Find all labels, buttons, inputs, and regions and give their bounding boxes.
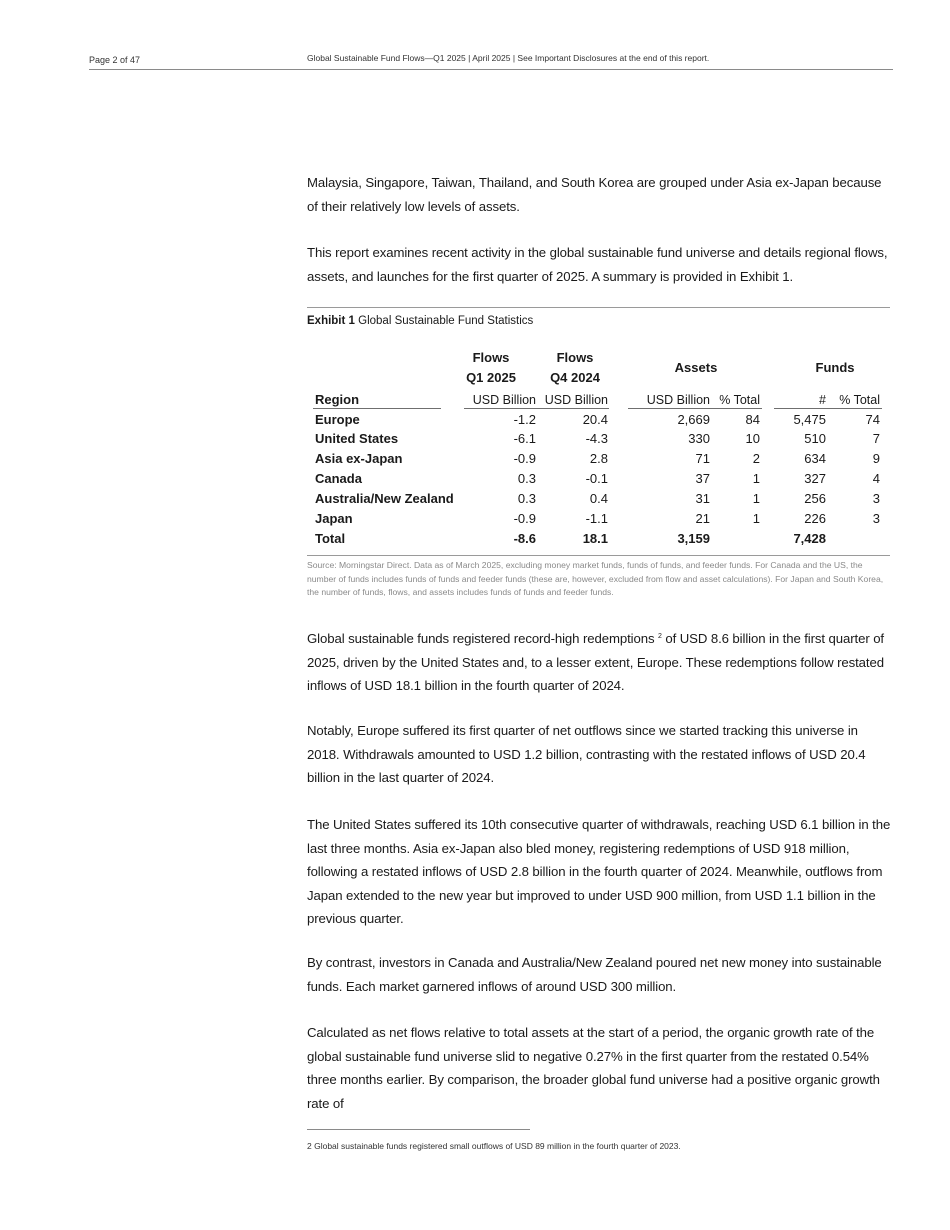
total-funds: 7,428 [793, 531, 826, 546]
assets-underline [628, 408, 762, 409]
paragraph-global-redemptions-part1: Global sustainable funds registered record-high redemptions [307, 631, 658, 646]
paragraph-organic-growth: Calculated as net flows relative to total assets at the start of a period, the organic growth rate of the global sustainable fund universe slid to negative 0.27% in the first quarter from the restated 0.54% three months earlier. By comparison, the broader global fund universe had a positive organic growth rate of [307, 1025, 880, 1111]
cell-funds-pct: 3 [872, 511, 880, 526]
col-header-flows-q4-line2: Q4 2024 [550, 370, 600, 385]
cell-assets: 21 [695, 511, 710, 526]
paragraph-europe: Notably, Europe suffered its first quarter of net outflows since we started tracking this universe in 2018. Withdrawals amounted to USD 1.2 billion, contrasting with the restated inflows of USD 20.4 billion in the last quarter of 2024. [307, 723, 866, 785]
cell-funds: 327 [804, 471, 826, 486]
unit-funds-pct: % Total [839, 393, 880, 407]
paragraph-intro-1: Malaysia, Singapore, Taiwan, Thailand, and South Korea are grouped under Asia ex-Japan because of their relatively low levels of assets. [307, 175, 882, 214]
unit-assets-usd: USD Billion [646, 393, 710, 407]
page-number: Page 2 of 47 [89, 55, 141, 65]
region-underline [313, 408, 441, 409]
cell-funds: 5,475 [793, 412, 826, 427]
exhibit-bottom-divider [307, 555, 890, 556]
paragraph-united-states: The United States suffered its 10th consecutive quarter of withdrawals, reaching USD 6.1 billion in the last three months. Asia ex-Japan also bled money, registering redemptions of USD 918 million, following a restated inflows of USD 2.8 billion in the fourth quarter of 2024. Meanwhile, outflows from Japan extended to the new year but improved to under USD 900 million, from USD 1.1 billion in the previous quarter. [307, 817, 891, 926]
exhibit-top-divider [307, 307, 890, 308]
exhibit-title: Global Sustainable Fund Statistics [354, 315, 534, 327]
cell-assets-pct: 2 [752, 451, 760, 466]
footnote: 2 Global sustainable funds registered small outflows of USD 89 million in the fourth quarter of 2023. [307, 1141, 681, 1151]
cell-flows-q4: -0.1 [585, 471, 608, 486]
cell-flows-q4: -4.3 [585, 431, 608, 446]
cell-flows-q1: -1.2 [513, 412, 536, 427]
report-header-title: Global Sustainable Fund Flows—Q1 2025 | April 2025 | See Important Disclosures at the end of this report. [307, 53, 710, 63]
footnote-reference[interactable]: 2 [658, 633, 662, 640]
col-header-region: Region [315, 392, 360, 407]
footnote-divider [307, 1129, 530, 1130]
col-header-flows-q1 [466, 348, 516, 388]
cell-assets: 71 [695, 451, 710, 466]
cell-funds: 256 [804, 491, 826, 506]
cell-flows-q4: -1.1 [585, 511, 608, 526]
col-header-flows-q4-line1: Flows [556, 350, 594, 365]
cell-flows-q1: -6.1 [513, 431, 536, 446]
cell-assets-pct: 1 [752, 491, 760, 506]
cell-assets-pct: 1 [752, 511, 760, 526]
paragraph-global-redemptions-part2: of USD 8.6 billion in the first quarter of 2025, driven by the United States and, to a lesser extent, Europe. These redemptions follow restated inflows of USD 18.1 billion in the fourth quarter of 2024. [307, 631, 884, 693]
cell-flows-q4: 0.4 [589, 491, 608, 506]
unit-funds-n: # [819, 393, 826, 407]
exhibit-source-note: Source: Morningstar Direct. Data as of March 2025, excluding money market funds, funds of funds, and feeder funds. For Canada and the US, the number of funds includes funds of funds and feeder funds (these are, however, excluded from flow and asset calculations). For Japan and South Korea, the number of funds, flows, and assets includes funds of funds and feeder funds. [307, 560, 884, 597]
row-region: Japan [315, 511, 353, 526]
cell-flows-q4: 2.8 [589, 451, 608, 466]
row-region: United States [315, 431, 399, 446]
cell-funds: 510 [804, 431, 826, 446]
total-flows-q1: -8.6 [513, 531, 536, 546]
cell-funds-pct: 74 [865, 412, 880, 427]
flows-underline [464, 408, 609, 409]
funds-underline [774, 408, 882, 409]
unit-assets-pct: % Total [719, 393, 760, 407]
exhibit-label: Exhibit 1 [307, 315, 355, 327]
row-region: Canada [315, 471, 362, 486]
cell-funds-pct: 4 [872, 471, 880, 486]
row-region: Europe [315, 412, 360, 427]
paragraph-canada-anz: By contrast, investors in Canada and Australia/New Zealand poured net new money into sustainable funds. Each market garnered inflows of around USD 300 million. [307, 955, 882, 994]
cell-assets: 330 [688, 431, 710, 446]
col-header-flows-q1-line1: Flows [472, 350, 510, 365]
col-header-flows-q1-line2: Q1 2025 [466, 370, 516, 385]
paragraph-global-redemptions [307, 625, 892, 698]
cell-assets: 37 [695, 471, 710, 486]
exhibit-caption [307, 315, 533, 327]
row-region: Asia ex-Japan [315, 451, 403, 466]
cell-flows-q1: -0.9 [513, 451, 536, 466]
cell-assets-pct: 84 [745, 412, 760, 427]
col-header-funds: Funds [815, 360, 855, 375]
cell-assets: 31 [695, 491, 710, 506]
total-assets: 3,159 [677, 531, 710, 546]
row-region: Australia/New Zealand [315, 491, 454, 506]
cell-flows-q1: -0.9 [513, 511, 536, 526]
cell-funds-pct: 7 [872, 431, 880, 446]
col-header-assets: Assets [674, 360, 718, 375]
header-divider [89, 69, 893, 70]
cell-funds: 226 [804, 511, 826, 526]
unit-flows-q4: USD Billion [544, 393, 608, 407]
col-header-flows-q4 [549, 348, 601, 388]
cell-flows-q1: 0.3 [517, 491, 536, 506]
cell-funds-pct: 3 [872, 491, 880, 506]
cell-flows-q4: 20.4 [582, 412, 608, 427]
unit-flows-q1: USD Billion [472, 393, 536, 407]
cell-assets: 2,669 [677, 412, 710, 427]
cell-flows-q1: 0.3 [517, 471, 536, 486]
cell-assets-pct: 10 [745, 431, 760, 446]
cell-funds: 634 [804, 451, 826, 466]
total-label: Total [315, 531, 346, 546]
cell-funds-pct: 9 [872, 451, 880, 466]
paragraph-intro-2: This report examines recent activity in the global sustainable fund universe and details regional flows, assets, and launches for the first quarter of 2025. A summary is provided in Exhibit 1. [307, 245, 888, 284]
cell-assets-pct: 1 [752, 471, 760, 486]
total-flows-q4: 18.1 [582, 531, 608, 546]
